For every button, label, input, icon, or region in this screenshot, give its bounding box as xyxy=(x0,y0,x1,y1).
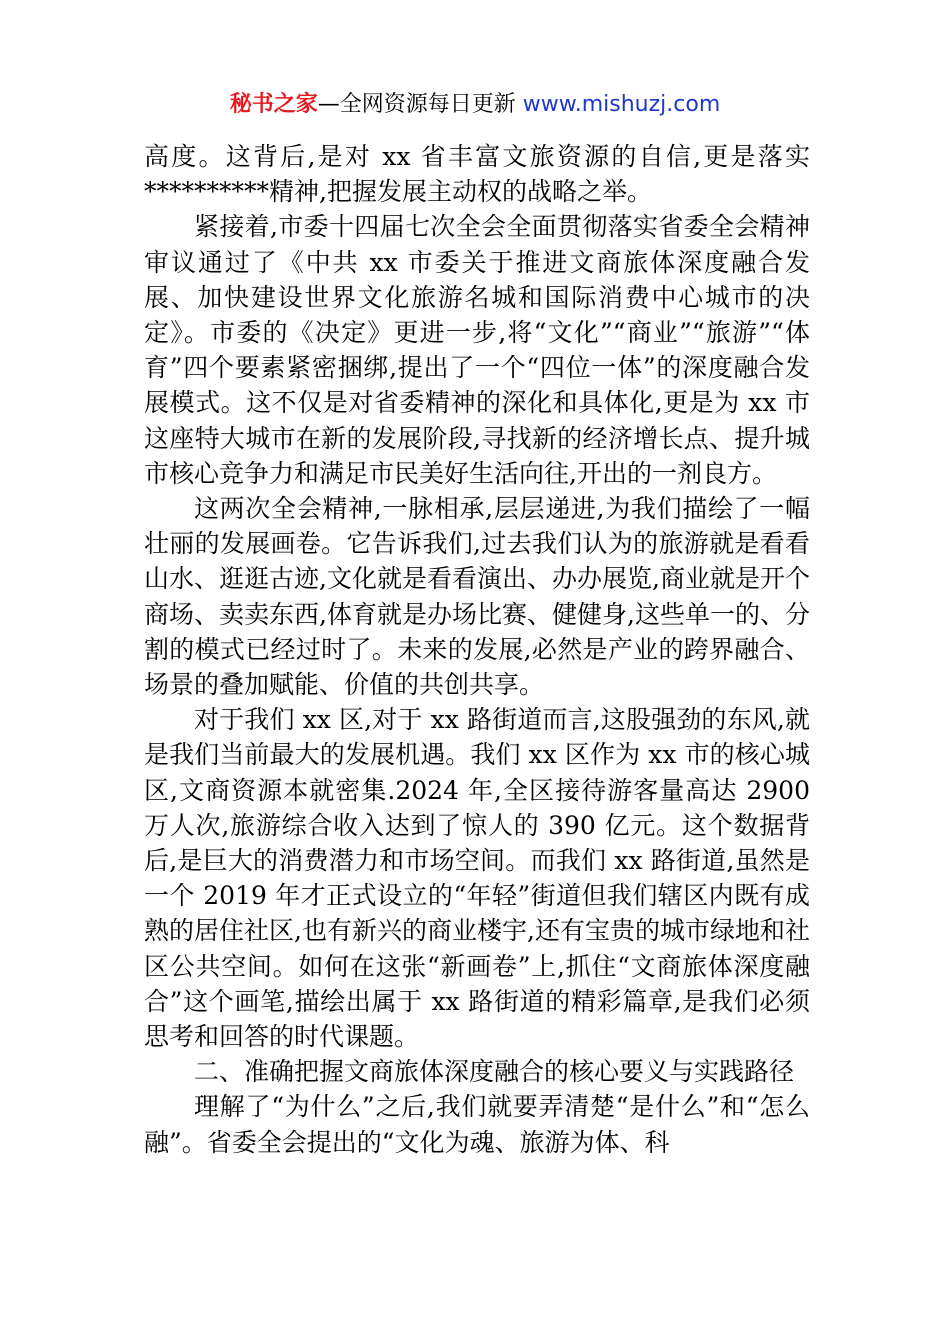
paragraph-continuation: 高度。这背后,是对 xx 省丰富文旅资源的自信,更是落实**********精神,把握发展主动权的战略之举。 xyxy=(144,142,810,207)
brand-name: 秘书之家 xyxy=(229,92,318,117)
paragraph: 对于我们 xx 区,对于 xx 路街道而言,这股强劲的东风,就是我们当前最大的发展机遇。我们 xx 区作为 xx 市的核心城区,文商资源本就密集.2024 年,全区接待游客量高达 2900 万人次,旅游综合收入达到了惊人的 390 亿元。这个数据背后,是巨大的消费潜力和市场空间。而我们 xx 路街道,虽然是一个 2019 年才正式设立的“年轻”街道但我们辖区内既有成熟的居住社区,也有新兴的商业楼宇,还有宝贵的城市绿地和社区公共空间。如何在这张“新画卷”上,抓住“文商旅体深度融合”这个画笔,描绘出属于 xx 路街道的精彩篇章,是我们必须思考和回答的时代课题。 xyxy=(144,705,810,1052)
site-url-link[interactable]: www.mishuzj.com xyxy=(522,92,721,117)
paragraph: 理解了“为什么”之后,我们就要弄清楚“是什么”和“怎么融”。省委全会提出的“文化为魂、旅游为体、科 xyxy=(144,1092,810,1157)
header-tagline: —全网资源每日更新 xyxy=(317,92,523,117)
section-heading: 二、准确把握文商旅体深度融合的核心要义与实践路径 xyxy=(194,1057,795,1087)
paragraph: 这两次全会精神,一脉相承,层层递进,为我们描绘了一幅壮丽的发展画卷。它告诉我们,过去我们认为的旅游就是看看山水、逛逛古迹,文化就是看看演出、办办展览,商业就是开个商场、卖卖东西,体育就是办场比赛、健健身,这些单一的、分割的模式已经过时了。未来的发展,必然是产业的跨界融合、场景的叠加赋能、价值的共创共享。 xyxy=(144,494,810,700)
page-header xyxy=(0,88,950,122)
paragraph: 紧接着,市委十四届七次全会全面贯彻落实省委全会精神审议通过了《中共 xx 市委关于推进文商旅体深度融合发展、加快建设世界文化旅游名城和国际消费中心城市的决定》。市委的《决定》更进一步,将“文化”“商业”“旅游”“体育”四个要素紧密捆绑,提出了一个“四位一体”的深度融合发展模式。这不仅是对省委精神的深化和具体化,更是为 xx 市这座特大城市在新的发展阶段,寻找新的经济增长点、提升城市核心竞争力和满足市民美好生活向往,开出的一剂良方。 xyxy=(144,212,810,488)
document-body xyxy=(144,139,810,1160)
